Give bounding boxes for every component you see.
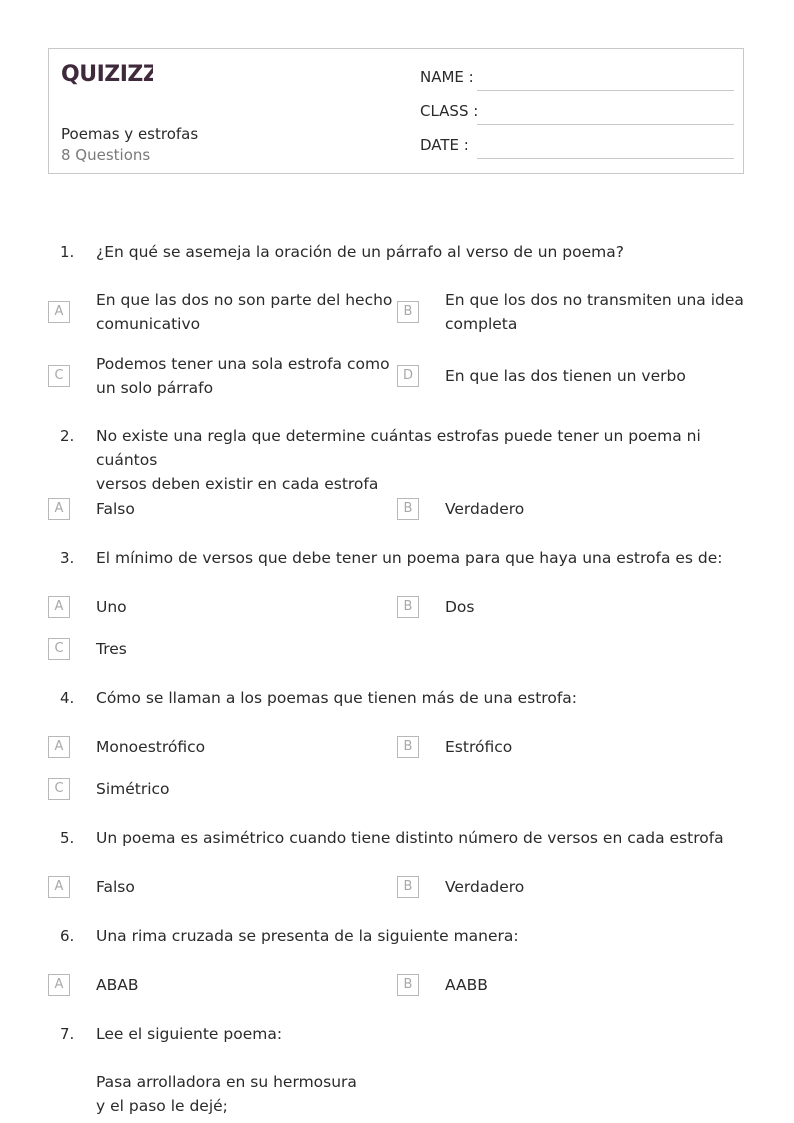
option-box-b[interactable]: B [397,596,419,618]
option-box-c[interactable]: C [48,638,70,660]
option-box-b[interactable]: B [397,974,419,996]
poem-line: Pasa arrolladora en su hermosura [96,1073,357,1091]
option-text-b: Dos [445,598,475,616]
option-box-a[interactable]: A [48,974,70,996]
option-text-a [96,288,392,336]
question-number: 3. [60,549,75,567]
question-number: 1. [60,243,75,261]
question-line: versos deben existir en cada estrofa [96,475,379,493]
option-box-a[interactable]: A [48,736,70,758]
class-line [477,124,734,125]
option-box-c[interactable]: C [48,778,70,800]
option-box-b[interactable]: B [397,736,419,758]
option-box-c[interactable]: C [48,365,70,387]
option-text-c: Tres [96,640,127,658]
class-field[interactable] [420,102,734,126]
question-text: El mínimo de versos que debe tener un poema para que haya una estrofa es de: [96,549,723,567]
question-count: 8 Questions [61,146,151,164]
option-line: En que las dos no son parte del hecho [96,291,393,309]
option-box-b[interactable]: B [397,301,419,323]
quizizz-logo [61,59,153,89]
option-text-a: Falso [96,500,135,518]
option-text-a: ABAB [96,976,139,994]
question-number: 7. [60,1025,75,1043]
option-box-b[interactable]: B [397,498,419,520]
name-field[interactable] [420,68,734,92]
question-text: ¿En qué se asemeja la oración de un párrafo al verso de un poema? [96,243,624,261]
class-label: CLASS : [420,102,479,120]
date-field[interactable] [420,136,734,160]
date-line [477,158,734,159]
option-text-b: Estrófico [445,738,513,756]
question-number: 2. [60,427,75,445]
poem-excerpt [96,1070,357,1118]
question-number: 5. [60,829,75,847]
option-text-c: Simétrico [96,780,170,798]
option-text-a: Falso [96,878,135,896]
date-label: DATE : [420,136,469,154]
option-line: completa [445,315,518,333]
option-line: En que los dos no transmiten una idea [445,291,744,309]
quizizz-logo-icon [61,59,153,85]
poem-line: y el paso le dejé; [96,1097,228,1115]
option-text-a: Uno [96,598,127,616]
name-line [477,90,734,91]
question-text: Un poema es asimétrico cuando tiene distinto número de versos en cada estrofa [96,829,724,847]
option-box-a[interactable]: A [48,596,70,618]
option-text-b: Verdadero [445,500,525,518]
question-number: 4. [60,689,75,707]
question-number: 6. [60,927,75,945]
option-text-b: Verdadero [445,878,525,896]
option-box-a[interactable]: A [48,498,70,520]
option-box-b[interactable]: B [397,876,419,898]
question-text [96,424,746,496]
quiz-title: Poemas y estrofas [61,125,199,143]
option-line: un solo párrafo [96,379,214,397]
option-text-c [96,352,390,400]
question-text: Cómo se llaman a los poemas que tienen más de una estrofa: [96,689,577,707]
question-text: Lee el siguiente poema: [96,1025,283,1043]
option-line: Podemos tener una sola estrofa como [96,355,390,373]
question-line: No existe una regla que determine cuántas estrofas puede tener un poema ni cuántos [96,427,701,469]
name-label: NAME : [420,68,474,86]
option-box-a[interactable]: A [48,876,70,898]
question-text: Una rima cruzada se presenta de la siguiente manera: [96,927,519,945]
option-box-a[interactable]: A [48,301,70,323]
option-text-b: AABB [445,976,488,994]
option-line: comunicativo [96,315,201,333]
svg-text:QUIZIZZ: QUIZIZZ [61,62,153,85]
option-text-a: Monoestrófico [96,738,206,756]
worksheet-header [48,48,744,174]
option-text-d: En que las dos tienen un verbo [445,367,686,385]
option-box-d[interactable]: D [397,365,419,387]
option-text-b [445,288,744,336]
